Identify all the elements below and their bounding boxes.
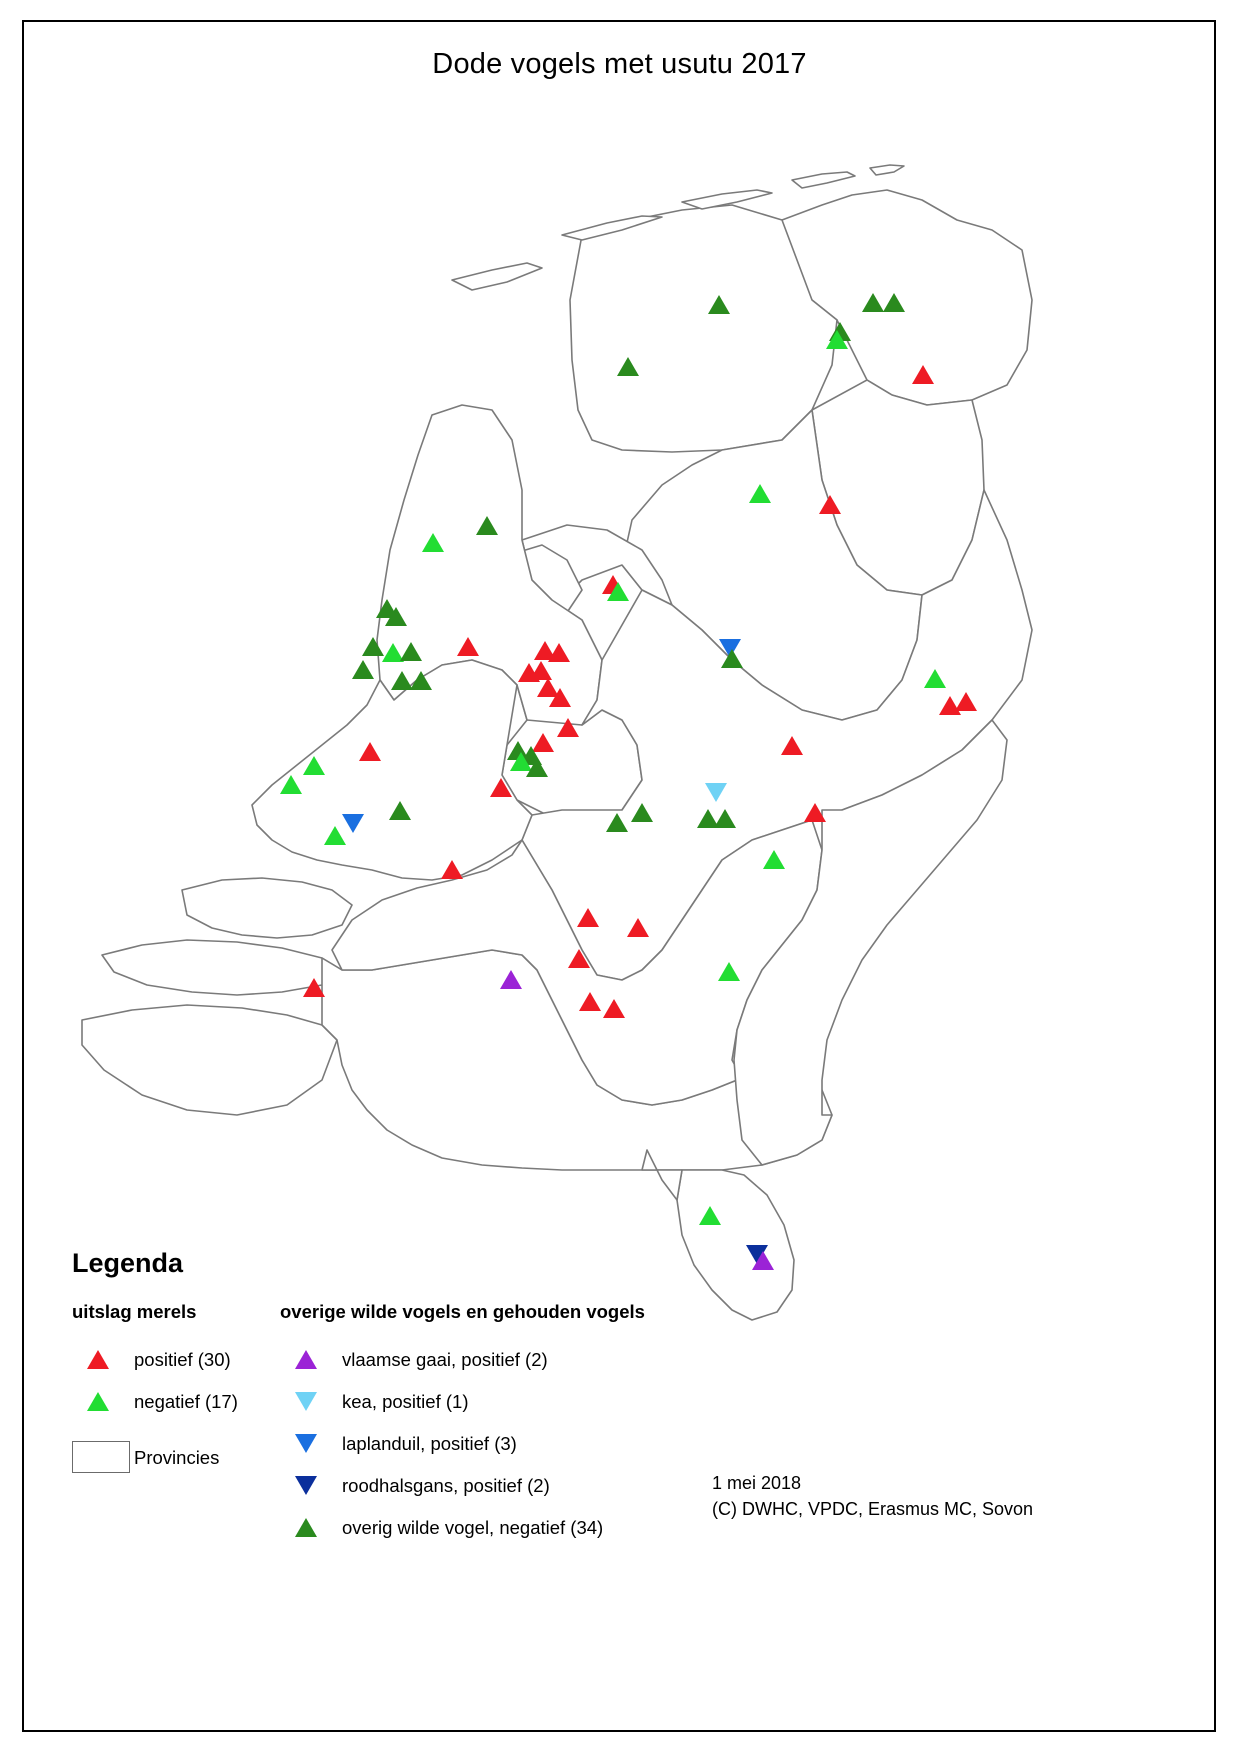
triangle-up-icon <box>385 607 407 626</box>
triangle-up-icon <box>280 775 302 794</box>
triangle-up-icon <box>422 533 444 552</box>
triangle-up-icon <box>955 692 977 711</box>
triangle-up-icon <box>476 516 498 535</box>
legend-heading-overige: overige wilde vogels en gehouden vogels <box>280 1301 645 1322</box>
triangle-down-icon <box>705 783 727 802</box>
triangle-up-icon <box>324 826 346 845</box>
triangle-up-icon <box>549 688 571 707</box>
legend-item-positief-merel[interactable] <box>72 1339 302 1381</box>
triangle-up-icon <box>699 1206 721 1225</box>
triangle-up-icon <box>721 649 743 668</box>
triangle-up-icon <box>631 803 653 822</box>
triangle-up-icon <box>303 978 325 997</box>
legend-title: Legenda <box>72 1248 184 1278</box>
triangle-up-icon <box>352 660 374 679</box>
triangle-up-icon <box>819 495 841 514</box>
triangle-up-icon <box>781 736 803 755</box>
triangle-down-darkblue-icon <box>280 1465 342 1507</box>
triangle-up-icon <box>362 637 384 656</box>
credits-block <box>712 1470 1033 1522</box>
triangle-up-icon <box>627 918 649 937</box>
triangle-up-red-icon <box>72 1339 134 1381</box>
province-outline-icon <box>72 1437 134 1479</box>
triangle-up-icon <box>607 582 629 601</box>
triangle-up-icon <box>606 813 628 832</box>
triangle-up-icon <box>389 801 411 820</box>
legend-column-merels <box>72 1301 302 1479</box>
legend-item-negatief-merel[interactable] <box>72 1381 302 1423</box>
triangle-down-blue-icon <box>280 1423 342 1465</box>
legend-item-laplanduil[interactable] <box>280 1423 980 1465</box>
triangle-up-icon <box>441 860 463 879</box>
triangle-up-icon <box>708 295 730 314</box>
triangle-up-icon <box>714 809 736 828</box>
triangle-up-icon <box>410 671 432 690</box>
triangle-up-icon <box>568 949 590 968</box>
triangle-up-icon <box>749 484 771 503</box>
legend-heading-merels: uitslag merels <box>72 1301 197 1322</box>
page-title: Dode vogels met usutu 2017 <box>432 48 807 80</box>
triangle-up-icon <box>862 293 884 312</box>
legend-item-vlaamse-gaai[interactable] <box>280 1339 980 1381</box>
triangle-up-icon <box>603 999 625 1018</box>
triangle-up-icon <box>548 643 570 662</box>
credits-organizations: (C) DWHC, VPDC, Erasmus MC, Sovon <box>712 1499 1034 1519</box>
triangle-up-icon <box>924 669 946 688</box>
triangle-up-icon <box>763 850 785 869</box>
triangle-up-icon <box>303 756 325 775</box>
legend-item-provincies[interactable] <box>72 1437 302 1479</box>
triangle-up-icon <box>617 357 639 376</box>
legend-label: roodhalsgans, positief (2) <box>342 1475 550 1496</box>
legend-label: vlaamse gaai, positief (2) <box>342 1349 548 1370</box>
triangle-up-darkgreen-icon <box>280 1507 342 1549</box>
credits-date: 1 mei 2018 <box>712 1473 802 1493</box>
triangle-up-icon <box>359 742 381 761</box>
triangle-up-icon <box>457 637 479 656</box>
triangle-up-icon <box>883 293 905 312</box>
triangle-up-icon <box>490 778 512 797</box>
triangle-up-icon <box>804 803 826 822</box>
triangle-down-lightblue-icon <box>280 1381 342 1423</box>
triangle-up-icon <box>718 962 740 981</box>
legend-label: overig wilde vogel, negatief (34) <box>342 1517 604 1538</box>
legend-label: Provincies <box>134 1447 220 1468</box>
triangle-up-icon <box>557 718 579 737</box>
triangle-up-icon <box>577 908 599 927</box>
triangle-up-green-icon <box>72 1381 134 1423</box>
legend-item-kea[interactable] <box>280 1381 980 1423</box>
triangle-up-icon <box>579 992 601 1011</box>
triangle-up-icon <box>526 758 548 777</box>
legend-label: laplanduil, positief (3) <box>342 1433 517 1454</box>
triangle-up-purple-icon <box>280 1339 342 1381</box>
triangle-up-icon <box>912 365 934 384</box>
legend-label: kea, positief (1) <box>342 1391 469 1412</box>
legend-label: negatief (17) <box>134 1391 238 1412</box>
legend-label: positief (30) <box>134 1349 231 1370</box>
triangle-up-icon <box>826 330 848 349</box>
triangle-up-icon <box>400 642 422 661</box>
triangle-up-icon <box>500 970 522 989</box>
